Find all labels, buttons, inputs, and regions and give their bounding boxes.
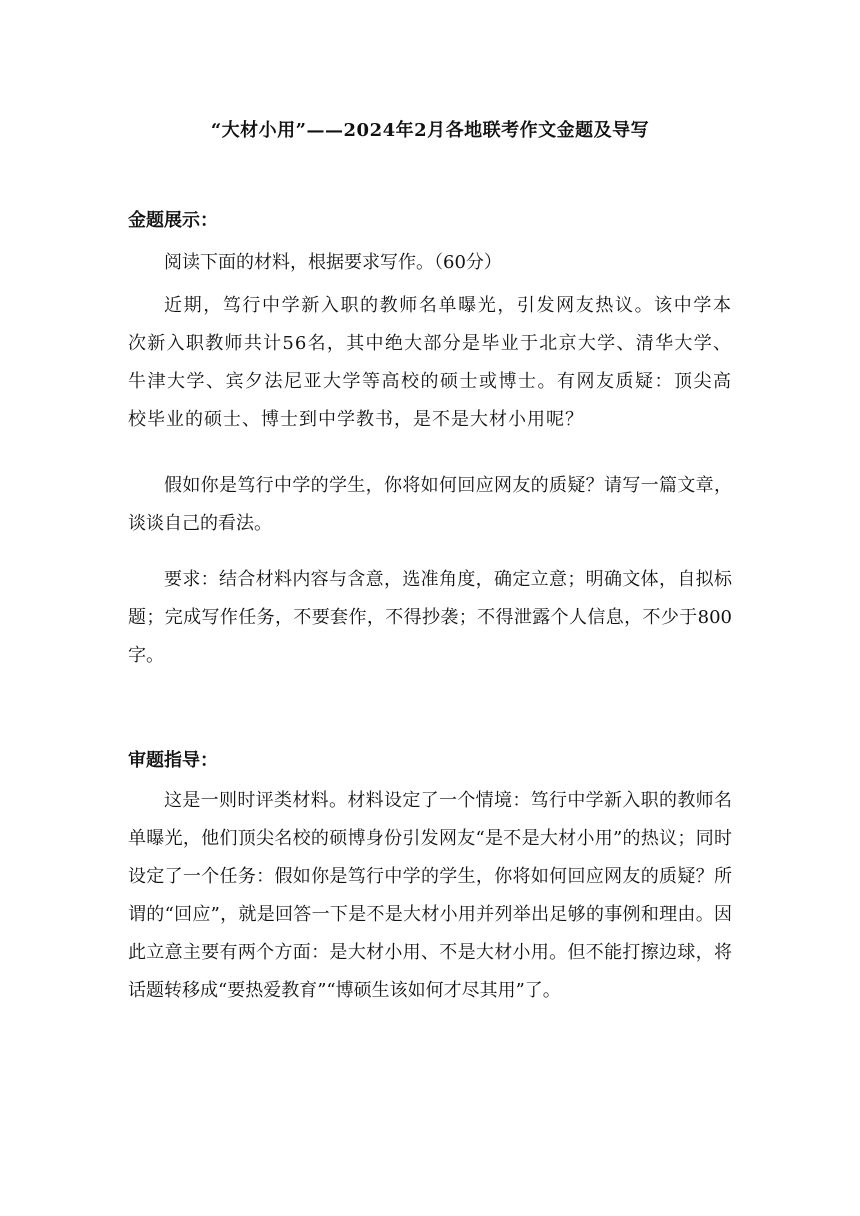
prompt-task: 假如你是笃行中学的学生，你将如何回应网友的质疑？请写一篇文章，谈谈自己的看法。 xyxy=(128,475,732,534)
prompt-material: 近期，笃行中学新入职的教师名单曝光，引发网友热议。该中学本次新入职教师共计56名，其中绝大部分是毕业于北京大学、清华大学、牛津大学、宾夕法尼亚大学等高校的硕士或博士。有网友质疑：顶尖高校毕业的硕士、博士到中学教书，是不是大材小用呢？ xyxy=(128,295,732,430)
prompt-instruction: 阅读下面的材料，根据要求写作。（60分） xyxy=(164,252,502,273)
guidance-paragraph: 这是一则时评类材料。材料设定了一个情境：笃行中学新入职的教师名单曝光，他们顶尖名校的硕博身份引发网友“是不是大材小用”的热议；同时设定了一个任务：假如你是笃行中学的学生，你将如何回应网友的质疑？所谓的“回应”，就是回答一下是不是大材小用并列举出足够的事例和理由。因此立意主要有两个方面：是大材小用、不是大材小用。但不能打擦边球，将话题转移成“要热爱教育”“博硕生该如何才尽其用”了。 xyxy=(128,790,732,1001)
section-heading-prompt: 金题展示： xyxy=(128,210,218,231)
prompt-requirements: 要求：结合材料内容与含意，选准角度，确定立意；明确文体，自拟标题；完成写作任务，不要套作，不得抄袭；不得泄露个人信息，不少于800字。 xyxy=(128,569,732,666)
document-title: “大材小用”——2024年2月各地联考作文金题及导写 xyxy=(210,120,650,141)
section-heading-guidance: 审题指导： xyxy=(128,750,218,771)
